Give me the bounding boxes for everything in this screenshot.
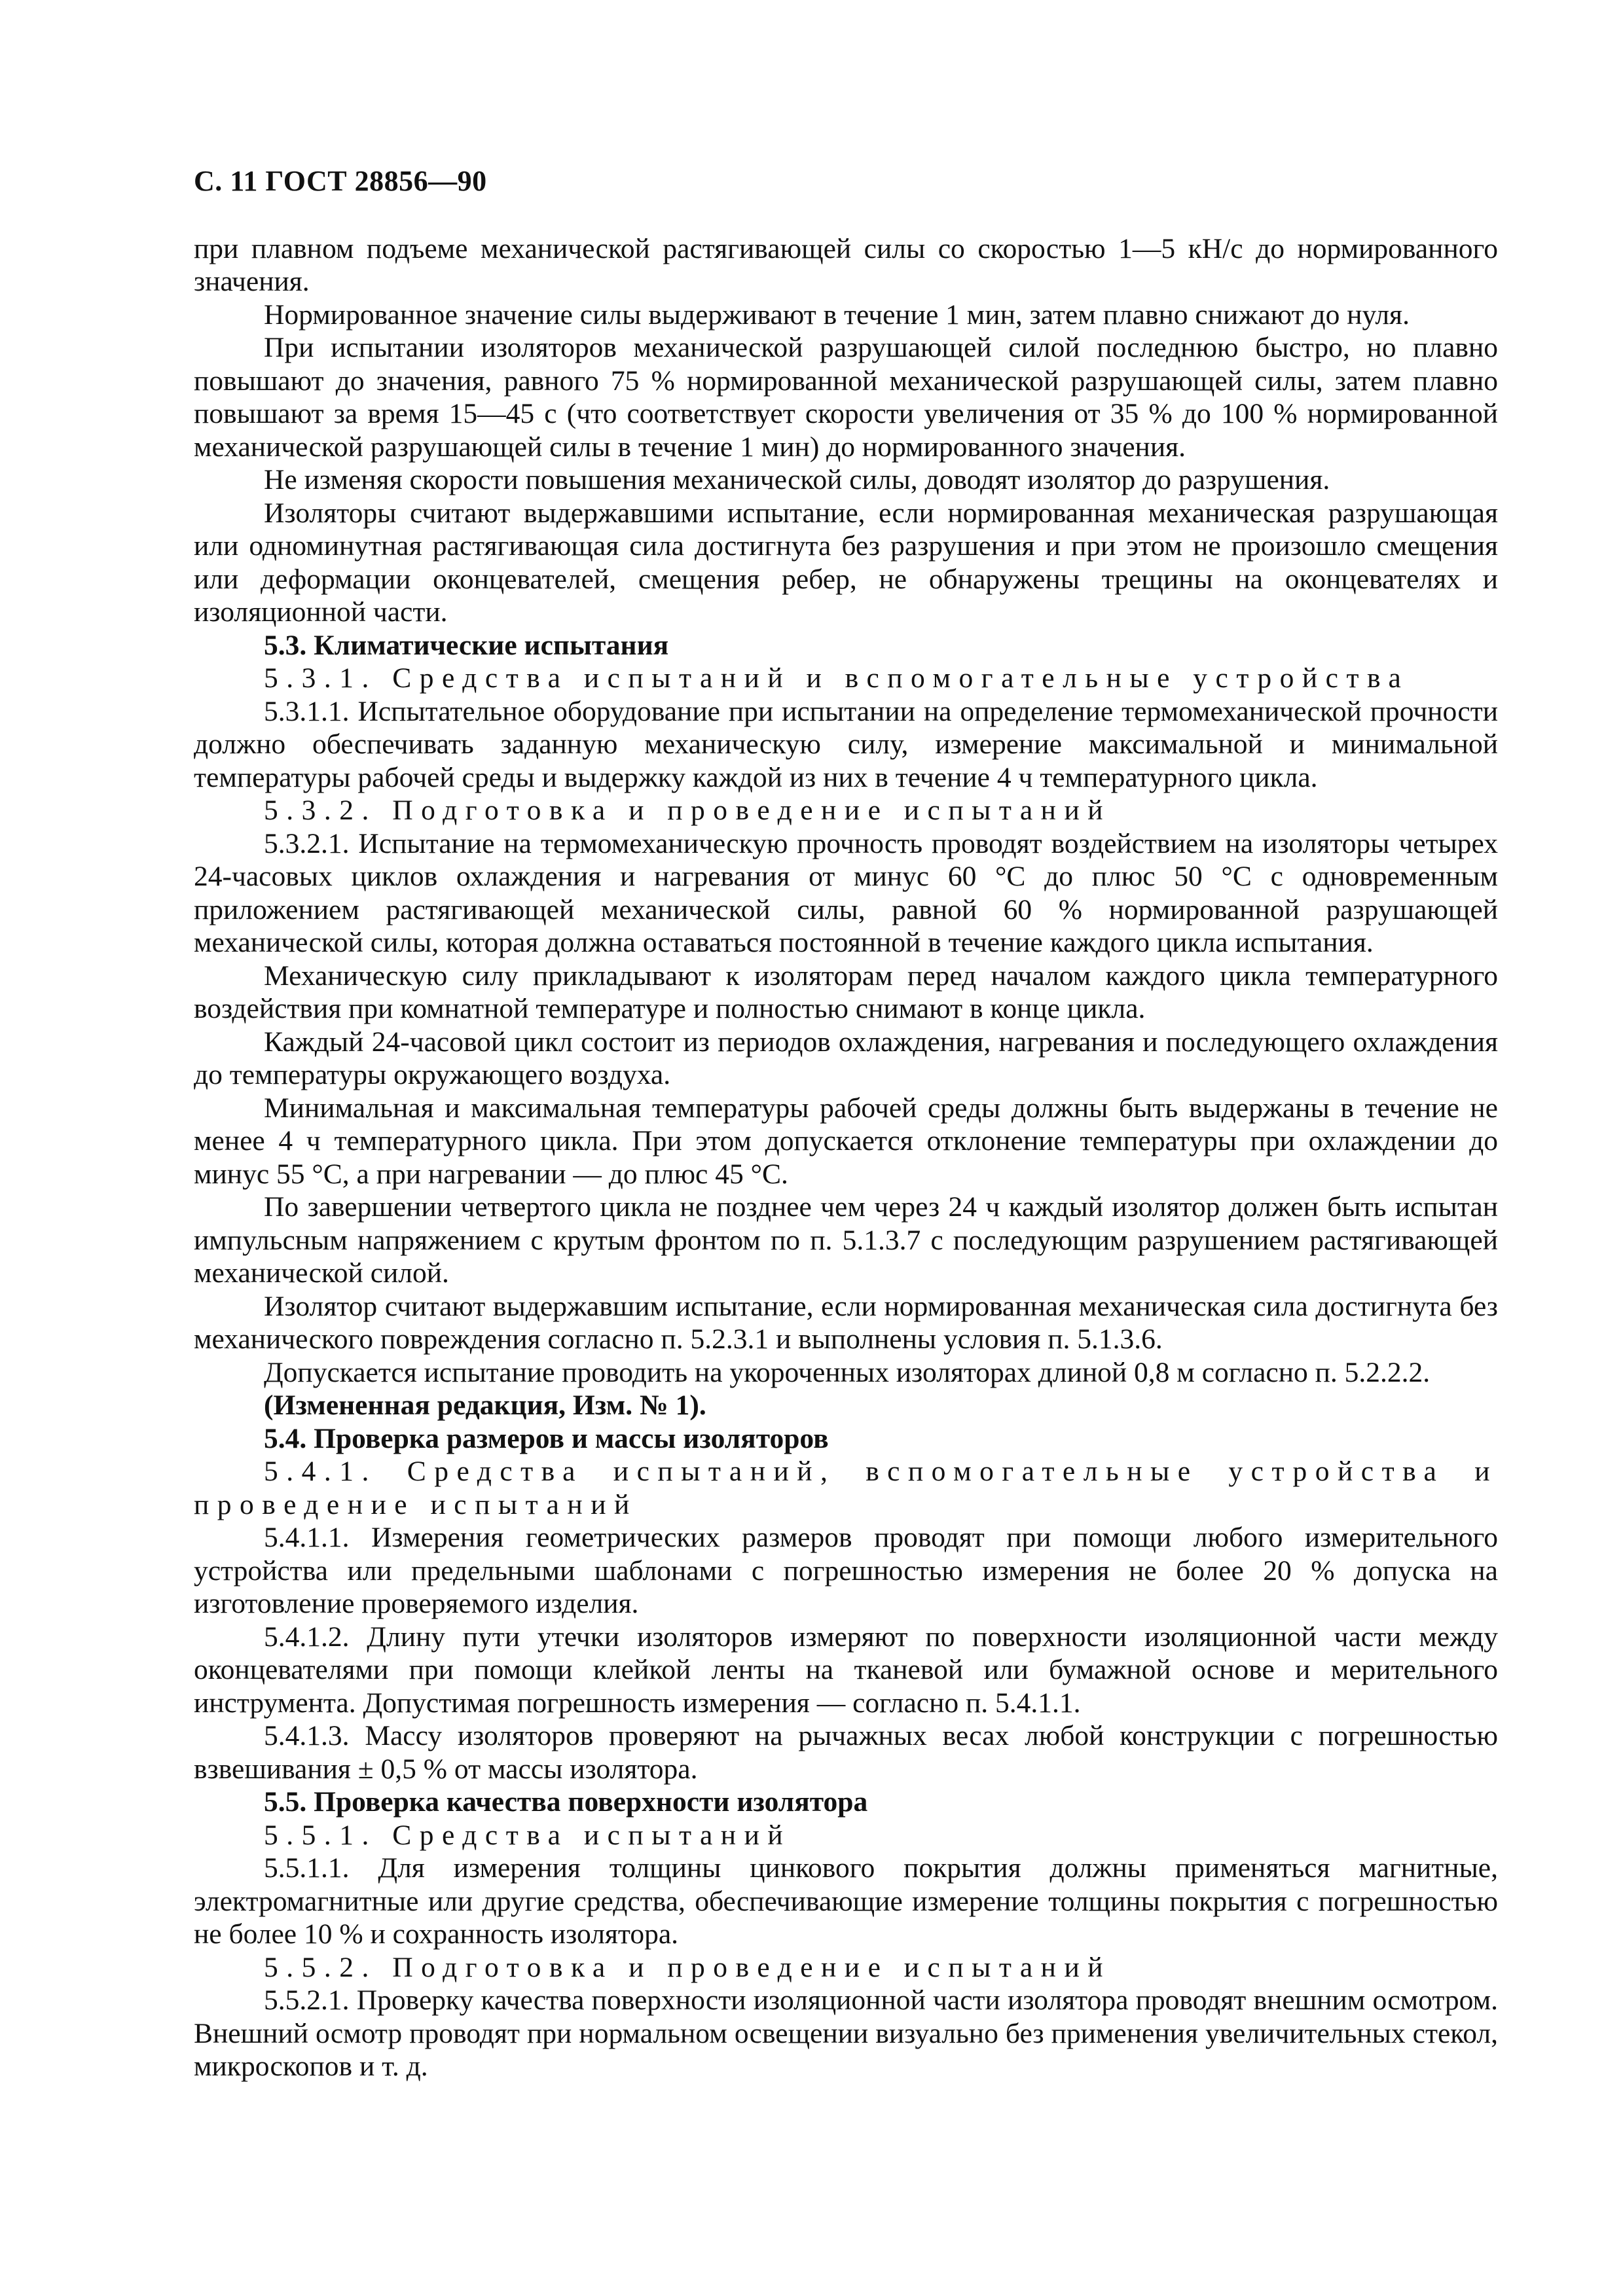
subsection-heading: 5.3.2. Подготовка и проведение испытаний — [264, 795, 1112, 826]
paragraph: 5.5.2.1. Проверку качества поверхности изоляционной части изолятора проводят внешним осмотром. Внешний осмотр проводят при нормальном освещении визуально без применения увеличительных стекол, микроскопов и т. д. — [194, 1984, 1498, 2082]
paragraph: Каждый 24-часовой цикл состоит из периодов охлаждения, нагревания и последующего охлаждения до температуры окружающего воздуха. — [194, 1026, 1498, 1090]
paragraph: Механическую силу прикладывают к изоляторам перед началом каждого цикла температурного воздействия при комнатной температуре и полностью снимают в конце цикла. — [194, 960, 1498, 1024]
paragraph: 5.4.1.1. Измерения геометрических размеров проводят при помощи любого измерительного устройства или предельными шаблонами с погрешностью измерения не более 20 % допуска на изготовление проверяемого изделия. — [194, 1522, 1498, 1619]
paragraph: Минимальная и максимальная температуры рабочей среды должны быть выдержаны в течение не менее 4 ч температурного цикла. При этом допускается отклонение температуры при охлаждении до минус 55 °С, а при нагревании — до плюс 45 °С. — [194, 1092, 1498, 1190]
paragraph: 5.4.1.2. Длину пути утечки изоляторов измеряют по поверхности изоляционной части между оконцевателями при помощи клейкой ленты на тканевой или бумажной основе и мерительного инструмента. Допустимая погрешность измерения — согласно п. 5.4.1.1. — [194, 1621, 1498, 1719]
subsection-heading: 5.3.1. Средства испытаний и вспомогательные устройства — [264, 662, 1410, 694]
page-header: С. 11 ГОСТ 28856—90 — [194, 165, 487, 197]
paragraph: при плавном подъеме механической растягивающей силы со скоростью 1—5 кН/с до нормированного значения. — [194, 232, 1498, 297]
paragraph: Нормированное значение силы выдерживают в течение 1 мин, затем плавно снижают до нуля. — [264, 298, 1410, 331]
subsection-heading: 5.4.1. Средства испытаний, вспомогательные устройства и проведение испытаний — [194, 1456, 1498, 1520]
paragraph: При испытании изоляторов механической разрушающей силой последнюю быстро, но плавно повышают до значения, равного 75 % нормированной механической разрушающей силы, затем плавно повышают за время 15—45 с (что соответствует скорости увеличения от 35 % до 100 % нормированной механической разрушающей силы в течение 1 мин) до нормированного значения. — [194, 332, 1498, 463]
paragraph: Изоляторы считают выдержавшими испытание, если нормированная механическая разрушающая или одноминутная растягивающая сила достигнута без разрушения и при этом не произошло смещения или деформации оконцевателей, смещения ребер, не обнаружены трещины на оконцевателях и изоляционной части. — [194, 497, 1498, 628]
subsection-heading: 5.5.2. Подготовка и проведение испытаний — [264, 1951, 1112, 1983]
amendment-note: (Измененная редакция, Изм. № 1). — [264, 1390, 706, 1421]
subsection-heading: 5.5.1. Средства испытаний — [264, 1819, 792, 1851]
paragraph: По завершении четвертого цикла не позднее чем через 24 ч каждый изолятор должен быть испытан импульсным напряжением с крутым фронтом по п. 5.1.3.7 с последующим разрушением растягивающей механической силой. — [194, 1191, 1498, 1289]
paragraph: 5.4.1.3. Массу изоляторов проверяют на рычажных весах любой конструкции с погрешностью взвешивания ± 0,5 % от массы изолятора. — [194, 1720, 1498, 1785]
section-heading: 5.5. Проверка качества поверхности изолятора — [264, 1786, 868, 1818]
paragraph: Допускается испытание проводить на укороченных изоляторах длиной 0,8 м согласно п. 5.2.2.2. — [264, 1356, 1431, 1388]
paragraph: 5.5.1.1. Для измерения толщины цинкового покрытия должны применяться магнитные, электромагнитные или другие средства, обеспечивающие измерение толщины покрытия с погрешностью не более 10 % и сохранность изолятора. — [194, 1852, 1498, 1950]
paragraph: Изолятор считают выдержавшим испытание, если нормированная механическая сила достигнута без механического повреждения согласно п. 5.2.3.1 и выполнены условия п. 5.1.3.6. — [194, 1290, 1498, 1355]
paragraph: 5.3.1.1. Испытательное оборудование при испытании на определение термомеханической прочности должно обеспечивать заданную механическую силу, измерение максимальной и минимальной температуры рабочей среды и выдержку каждой из них в течение 4 ч температурного цикла. — [194, 695, 1498, 793]
section-heading: 5.3. Климатические испытания — [264, 629, 669, 661]
section-heading: 5.4. Проверка размеров и массы изоляторов — [264, 1422, 829, 1454]
paragraph: 5.3.2.1. Испытание на термомеханическую прочность проводят воздействием на изоляторы четырех 24-часовых циклов охлаждения и нагревания от минус 60 °С до плюс 50 °С с одновременным приложением растягивающей механической силы, равной 60 % нормированной разрушающей механической силы, которая должна оставаться постоянной в течение каждого цикла испытания. — [194, 827, 1498, 958]
document-page — [194, 165, 1498, 2083]
paragraph: Не изменяя скорости повышения механической силы, доводят изолятор до разрушения. — [264, 464, 1330, 495]
